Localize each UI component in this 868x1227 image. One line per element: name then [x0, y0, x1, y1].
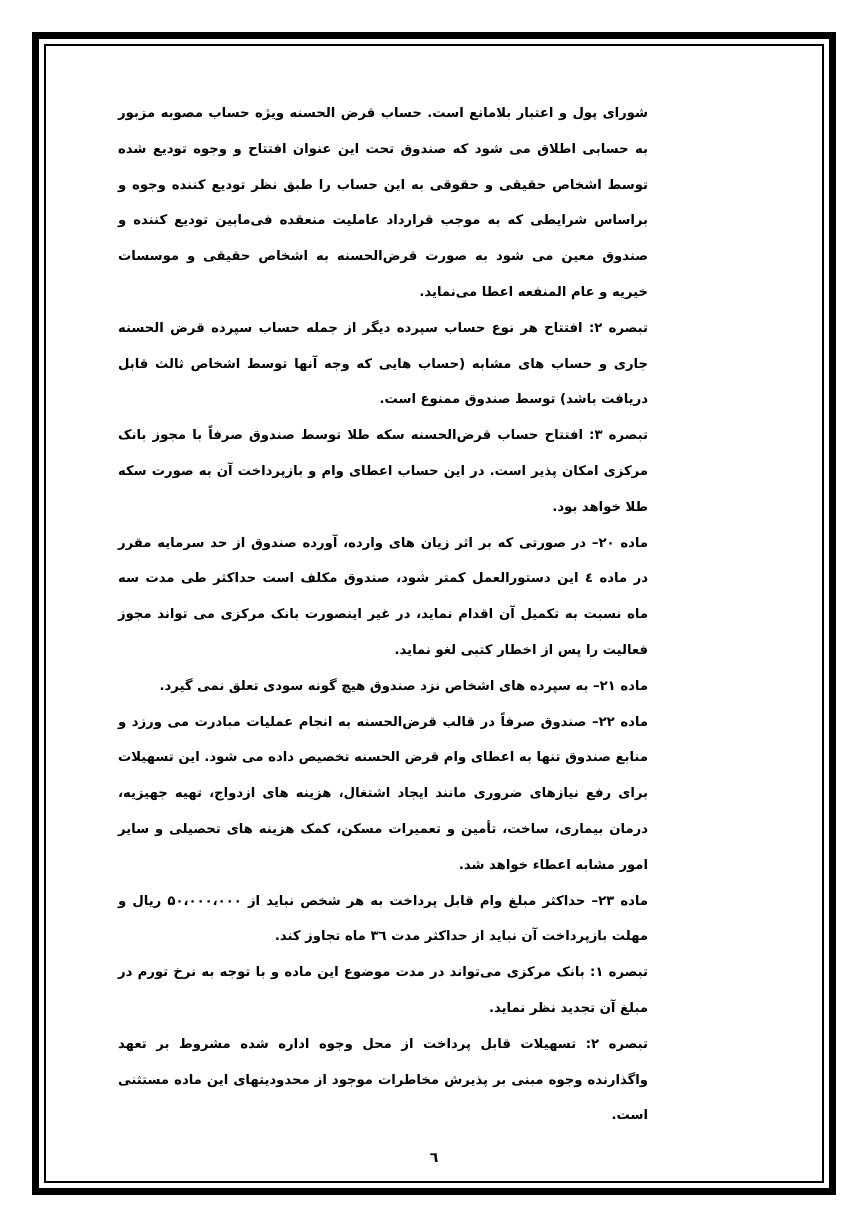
- paragraph-tabsareh-2: [118, 311, 648, 418]
- clause-label: تبصره ۱:: [590, 965, 648, 981]
- clause-label: ماده ۲۳–: [591, 893, 648, 909]
- paragraph-text: تسهیلات قابل پرداخت از محل وجوه اداره شده مشروط بر تعهد واگذارنده وجوه مبنی بر پذیرش مخاطرات موجود از محدودیتهای این ماده مستثنی است.: [118, 1036, 648, 1124]
- paragraph-text: حداکثر مبلغ وام قابل پرداخت به هر شخص نباید از ۵۰،۰۰۰،۰۰۰ ریال و مهلت بازپرداخت آن نباید از حداکثر مدت ٣٦ ماه تجاوز کند.: [118, 893, 648, 945]
- paragraph-madeh-20: [118, 526, 648, 669]
- clause-label: ماده ۲۲–: [592, 714, 648, 730]
- paragraph-text: شورای پول و اعتبار بلامانع است. حساب قرض الحسنه ویژه حساب مصوبه مزبور به حسابی اطلاق می شود که صندوق تحت این عنوان افتتاح و وجوه توديع شده توسط اشخاص حقیقی و حقوقی به این حساب را طبق نظر تودیع کننده وجوه و براساس شرایطی که به موجب قرارداد عاملیت منعقده فی‌مابین تودیع کننده و صندوق معین می شود به صورت قرض‌الحسنه به اشخاص حقیقی و موسسات خیریه و عام المنفعه اعطا می‌نماید.: [118, 106, 648, 300]
- clause-label: ماده ۲۱–: [593, 678, 648, 694]
- paragraph-text: صندوق صرفاً در قالب قرض‌الحسنه به انجام عملیات مبادرت می ورزد و منابع صندوق تنها به اعطای وام قرض الحسنه تخصیص داده می شود. این تسهیلات برای رفع نیازهای ضروری مانند ایجاد اشتغال، هزینه های ازدواج، تهیه جهیزیه، درمان بیماری، ساخت، تأمین و تعمیرات مسکن، کمک هزینه های تحصیلی و سایر امور مشابه اعطاء خواهد شد.: [118, 714, 648, 873]
- paragraph-text: بانک مرکزی می‌تواند در مدت موضوع این ماده و با توجه به نرخ تورم در مبلغ آن تجدید نظر نماید.: [118, 965, 648, 1016]
- paragraph-madeh-23: [118, 884, 648, 956]
- page-number: ٦: [429, 1150, 439, 1166]
- paragraph-text: به سپرده های اشخاص نزد صندوق هیچ گونه سودی تعلق نمی گیرد.: [159, 678, 594, 694]
- paragraph-tabsareh-3: [118, 418, 648, 525]
- document-body: [118, 96, 648, 1134]
- clause-label: تبصره ۳:: [589, 428, 648, 444]
- paragraph-madeh-21: [118, 669, 648, 705]
- paragraph-tabsareh-1: [118, 955, 648, 1027]
- paragraph-continuation: [118, 96, 648, 311]
- paragraph-text: افتتاح هر نوع حساب سپرده دیگر از جمله حساب سپرده قرض الحسنه جاری و حساب های مشابه (حساب هایی که وجه آنها توسط اشخاص ثالث قابل دریافت باشد) توسط صندوق ممنوع است.: [118, 320, 648, 408]
- clause-label: تبصره ۲:: [585, 1036, 648, 1052]
- clause-label: تبصره ۲:: [588, 320, 648, 336]
- clause-label: ماده ۲۰–: [591, 535, 649, 551]
- paragraph-text: افتتاح حساب قرض‌الحسنه سکه طلا توسط صندوق صرفاً با مجوز بانک مرکزی امکان پذیر است. در این حساب اعطای وام و بازپرداخت آن به صورت سکه طلا خواهد بود.: [118, 428, 648, 515]
- paragraph-tabsareh-2b: [118, 1027, 648, 1134]
- paragraph-madeh-22: [118, 705, 648, 884]
- paragraph-text: در صورتی که بر اثر زیان های وارده، آورده صندوق از حد سرمایه مقرر در ماده ٤ این دستورالعمل کمتر شود، صندوق مکلف است حداکثر طی مدت سه ماه نسبت به تکمیل آن اقدام نماید، در غیر اینصورت بانک مرکزی می تواند مجوز فعالیت را پس از اخطار کتبی لغو نماید.: [118, 535, 648, 658]
